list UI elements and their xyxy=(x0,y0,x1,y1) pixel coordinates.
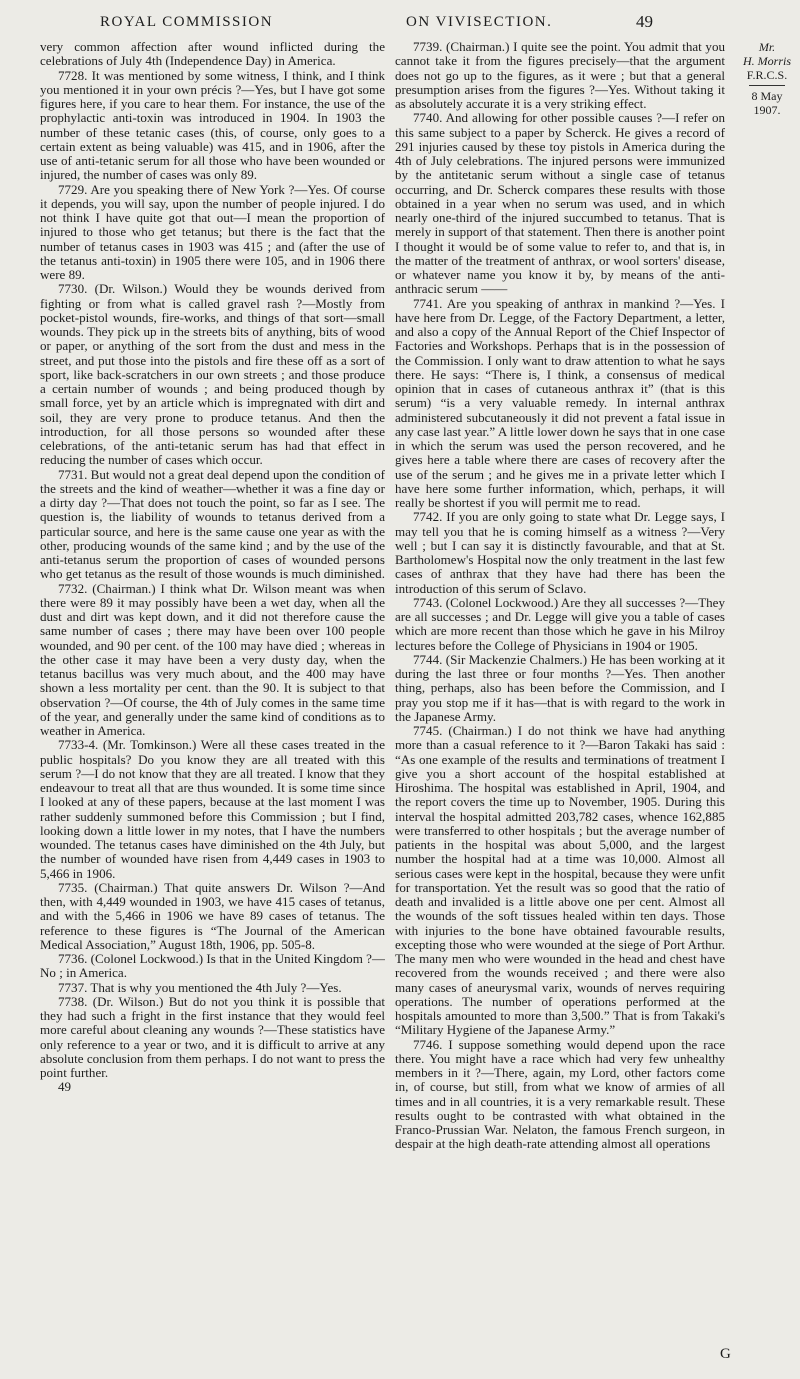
header-left-title: ROYAL COMMISSION xyxy=(100,14,274,30)
paragraph: 7745. (Chairman.) I do not think we have had anything more than a casual reference to it ?—Baron Takaki has said : “As one example of the results and terminations of treatment I give you a short account of the hospital established at Hiroshima. The hospital was established in April, 1904, and the report covers the time up to November, 1905. During this interval the hospital admitted 203,782 cases, whence 162,885 were transferred to other hospitals ; but the average number of patients in the hospital was about 5,000, and the largest number the hospital had at a time was 10,000. Almost all serious cases were kept in the hospital, because they were unfit for transportation. Yet the result was so good that the ratio of death and invalided is a little above one per cent. Almost all the wounds of the soft tissues healed within ten days. Those with injuries to the bone have obtained favourable results, excepting those who were wounded at the siege of Port Arthur. The many men who were wounded in the head and chest have recovered from the wounds received ; and there were also many cases of aneurysmal varix, wounds of nerves requiring operations. The number of operations performed at the hospitals amounted to more than 3,500.” That is from Takaki's “Military Hygiene of the Japanese Army.” xyxy=(395,723,725,1038)
left-column xyxy=(40,40,385,1365)
margin-note xyxy=(737,40,797,117)
signature-mark-right: G xyxy=(720,1346,731,1362)
paragraph: 7733-4. (Mr. Tomkinson.) Were all these cases treated in the public hospitals? Do you know they are all treated with this serum ?—I do not know that they are all treated. I know that they endeavour to treat all that are thus wounded. It is some time since I looked at any of these papers, because at the last moment I was rather suddenly summoned before this Commission ; but I find, looking down a little lower in my notes, that I have the numbers wounded. The tetanus cases have diminished on the 4th July, but the number of wounded have risen from 4,449 cases in 1903 to 5,466 in 1906. xyxy=(40,737,385,881)
page-number: 49 xyxy=(636,12,653,31)
witness-post: F.R.C.S. xyxy=(746,68,788,82)
paragraph: 7730. (Dr. Wilson.) Would they be wounds derived from fighting or from what is called gravel rash ?—Mostly from pocket-pistol wounds, fire-works, and things of that sort—small wounds. They pick up in the streets bits of anything, bits of wood or paper, or anything of the sort from the dust and mess in the street, and put those into the pistols and fire these off as a sort of sport, like back-scratchers in our own streets ; and those produce a certain number of wounds ; and being produced though by small force, yet by an article which is impregnated with dirt and soil, they are very prone to produce tetanus. And then the introduction, for all those persons so wounded after these celebrations, of the anti-tetanic serum has had that effect in reducing the number of cases which occur. xyxy=(40,281,385,468)
paragraph: 7746. I suppose something would depend upon the race there. You might have a race which had very few unhealthy members in it ?—There, again, my Lord, other factors come in, of course, but still, from what we know of armies of all times and in all countries, it is a very remarkable result. These results ought to be contrasted with what obtained in the Franco-Prussian War. Nelaton, the famous French surgeon, in despair at the high death-rate attending almost all operations xyxy=(395,1036,725,1152)
margin-rule xyxy=(749,85,785,86)
paragraph: 7742. If you are only going to state what Dr. Legge says, I may tell you that he is coming himself as a witness ?—Very well ; but I can say it is distinctly favourable, and that at St. Bartholomew's Hospital now the only treatment in the last few cases of anthrax that they have had there has been the introduction of this serum of Sclavo. xyxy=(395,509,725,596)
paragraph: 7736. (Colonel Lockwood.) Is that in the United Kingdom ?—No ; in America. xyxy=(40,951,385,981)
paragraph: 7735. (Chairman.) That quite answers Dr. Wilson ?—And then, with 4,449 wounded in 1903, we have 415 cases of tetanus, and with the 5,466 in 1906 we have 89 cases of tetanus. The reference to these figures is “The Journal of the American Medical Association,” August 18th, 1906, pp. 505-8. xyxy=(40,879,385,952)
witness-name: H. Morris xyxy=(742,54,791,68)
paragraph: 7739. (Chairman.) I quite see the point. You admit that you cannot take it from the figures precisely—that the argument does not go up to the figures, as it were ; but that a general presumption arises from the figures ?—Yes. Without taking it as absolutely accurate it is a very striking effect. xyxy=(395,40,725,111)
header-right-title: ON VIVISECTION. xyxy=(406,14,553,30)
paragraph: 7743. (Colonel Lockwood.) Are they all successes ?—They are all successes ; and Dr. Legge will give you a table of cases which are more recent than those which he gave in his Milroy lectures before the College of Physicians in 1904 or 1905. xyxy=(395,594,725,653)
witness-date: 8 May 1907. xyxy=(751,89,783,117)
paragraph: 7731. But would not a great deal depend upon the condition of the streets and the kind of weather—whether it was a fine day or a dirty day ?—That does not touch the point, so far as I see. The question is, the liability of wounds to tetanus derived from a particular source, and here is the same cause one year as with the other, producing wounds of the same kind ; and by the use of the anti-tetanus serum the proportion of cases of wounded persons who get tetanus as the result of those wounds is much diminished. xyxy=(40,466,385,582)
signature-mark-left: 49 xyxy=(58,1079,72,1095)
running-header xyxy=(100,12,740,38)
paragraph: 7741. Are you speaking of anthrax in mankind ?—Yes. I have here from Dr. Legge, of the Factory Department, a letter, and also a copy of the Annual Report of the Chief Inspector of Factories and Workshops. Perhaps that is in the possession of the Commission. I only want to draw attention to what he says there. He says: “There is, I think, a consensus of medical opinion that in cases of cutaneous anthrax it” (that is this serum) “is a very valuable remedy. In internal anthrax administered subcutaneously it did not prevent a fatal issue in any case last year.” A little lower down he says that in one case in which the serum was used the person recovered, and he gives here a table where there are cases of recovery after the use of the serum ; and he gives me in a private letter which I have here some further information, which, perhaps, it will really be shortest if you will permit me to read. xyxy=(395,295,725,510)
paragraph: very common affection after wound inflicted during the celebrations of July 4th (Independence Day) in America. xyxy=(40,40,385,69)
paragraph: 7738. (Dr. Wilson.) But do not you think it is possible that they had such a fright in the first instance that they would feel more careful about cleaning any wounds ?—These statistics have only reference to a year or two, and it is difficult to arrive at any absolute conclusion from them perhaps. I do not want to press the point further. xyxy=(40,993,385,1080)
paragraph: 7729. Are you speaking there of New York ?—Yes. Of course it depends, you will say, upon the number of people injured. I do not think I have quite got that out—I mean the proportion of injured to those who get tetanus; but there is the fact that the number of tetanus cases in 1903 was 415 ; and (after the use of the tetanus anti-toxin) in 1905 there were 105, and in 1906 there were 89. xyxy=(40,181,385,282)
paragraph: 7744. (Sir Mackenzie Chalmers.) He has been working at it during the last three or four months ?—Yes. Then another thing, perhaps, also has been before the Commission, and I pray you stop me if it has—that is with regard to the work in the Japanese Army. xyxy=(395,651,725,724)
right-column xyxy=(395,40,725,1365)
paragraph: 7728. It was mentioned by some witness, I think, and I think you mentioned it in your own précis ?—Yes, but I have got some figures here, if you care to hear them. For instance, the use of the prophylactic anti-toxin was introduced in 1904. In 1903 the number of these tetanic cases (this, of course, only goes to a certain extent as being valuable) was 415, and in 1906, after the use of anti-tetanic serum for all those who have been wounded or injured, the number of cases was only 89. xyxy=(40,67,385,183)
paragraph: 7737. That is why you mentioned the 4th July ?—Yes. xyxy=(58,979,342,995)
paragraph: 7732. (Chairman.) I think what Dr. Wilson meant was when there were 89 it may possibly have been a wet day, when all the dust and dirt was kept down, and it did not therefore cause the same number of cases ; there may have been over 100 people wounded, and 90 per cent. of the 100 may have died ; whereas in the other case it may have been a very dusty day, when the tetanus bacillus was very much about, and the 400 may have shown a less mortality per cent. than the 90. It is subject to that observation ?—Of course, the 4th of July comes in the same time of the year, and generally under the same kind of conditions as to weather in America. xyxy=(40,580,385,738)
paragraph: 7740. And allowing for other possible causes ?—I refer on this same subject to a paper by Scherck. He gives a record of 291 injuries caused by these toy pistols in America during the 4th of July celebrations. The injured persons were immunized by the antitetanic serum without a single case of tetanus occurring, and Dr. Scherck compares these results with those obtained in a year when no serum was used, and in which nearly one-third of the injured succumbed to tetanus. That is merely in support of that statement. Then there is another point I thought it would be of some value to refer to, and that is, in the matter of the treatment of anthrax, or wool sorters' disease, or whatever name you know it by, by means of the anti-anthracic serum —— xyxy=(395,110,725,297)
witness-title: Mr. xyxy=(758,40,776,54)
